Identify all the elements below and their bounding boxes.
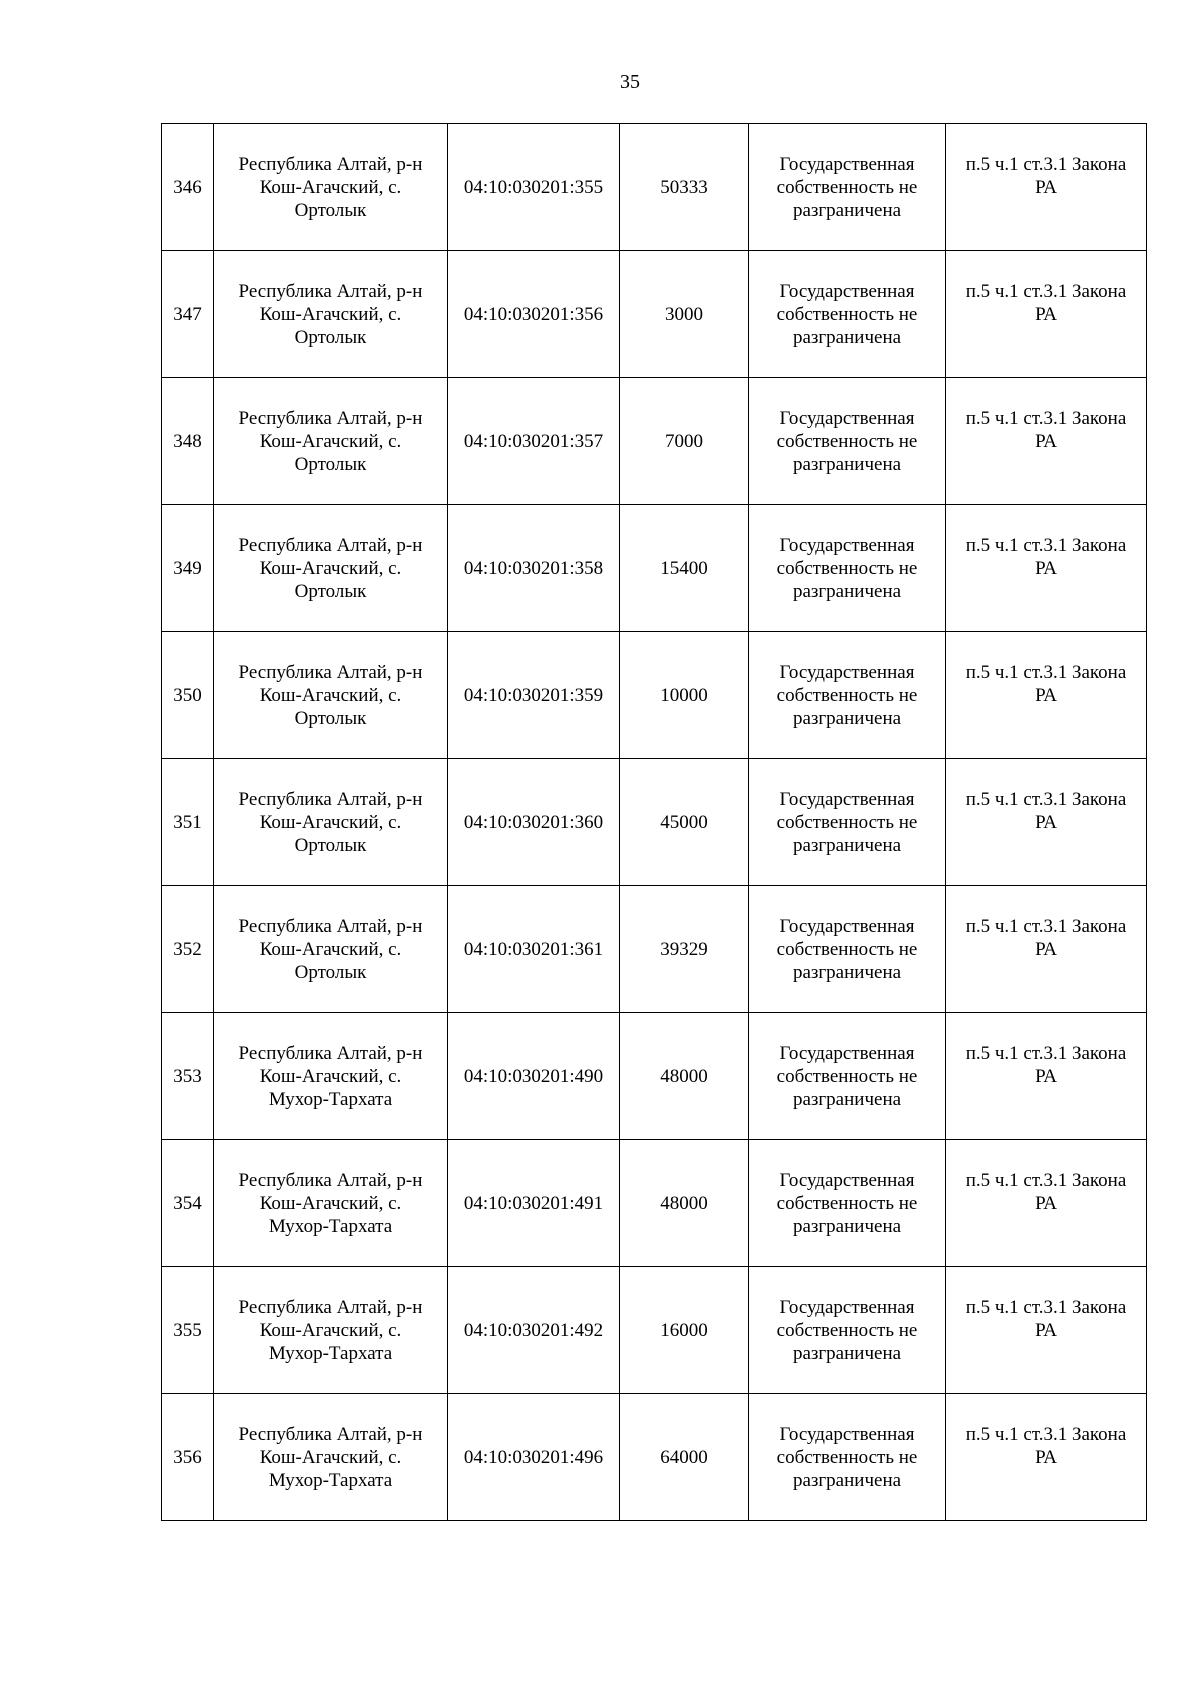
address-line: Кош-Агачский, с. (259, 176, 402, 198)
address-line: Республика Алтай, р-н (238, 1042, 423, 1064)
address-cell (214, 124, 448, 251)
ownership-cell (749, 251, 946, 378)
legal-basis-cell (946, 1140, 1147, 1267)
address-cell (214, 1394, 448, 1521)
ownership-cell (749, 378, 946, 505)
ownership-line: собственность не (776, 176, 918, 198)
legal-basis-cell (946, 1394, 1147, 1521)
ownership-cell (749, 124, 946, 251)
ownership-line: Государственная (779, 153, 915, 175)
address-line: Кош-Агачский, с. (259, 938, 402, 960)
legal-basis-line: РА (1035, 1066, 1057, 1087)
legal-basis-line: РА (1035, 939, 1057, 960)
legal-basis-line: РА (1035, 431, 1057, 452)
address-line: Кош-Агачский, с. (259, 811, 402, 833)
ownership-line: собственность не (776, 1065, 918, 1087)
address-line: Ортолык (294, 707, 367, 729)
page-number: 35 (620, 71, 640, 93)
row-number-cell: 352 (162, 886, 214, 1013)
area-cell: 3000 (620, 251, 749, 378)
table-row (162, 1267, 1147, 1394)
address-line: Кош-Агачский, с. (259, 1446, 402, 1468)
row-number-cell: 349 (162, 505, 214, 632)
address-line: Мухор-Тархата (268, 1342, 393, 1364)
legal-basis-cell (946, 124, 1147, 251)
legal-basis-line: РА (1035, 1447, 1057, 1468)
address-line: Мухор-Тархата (268, 1215, 393, 1237)
address-cell (214, 632, 448, 759)
table-row (162, 1394, 1147, 1521)
address-cell (214, 886, 448, 1013)
address-cell (214, 1013, 448, 1140)
area-cell: 15400 (620, 505, 749, 632)
address-line: Республика Алтай, р-н (238, 1423, 423, 1445)
area-cell: 48000 (620, 1013, 749, 1140)
cadastral-number-cell: 04:10:030201:492 (448, 1267, 620, 1394)
row-number-cell: 354 (162, 1140, 214, 1267)
address-line: Ортолык (294, 961, 367, 983)
area-cell: 50333 (620, 124, 749, 251)
ownership-line: разграничена (792, 1215, 902, 1237)
ownership-line: собственность не (776, 303, 918, 325)
address-cell (214, 505, 448, 632)
legal-basis-line: РА (1035, 812, 1057, 833)
address-line: Ортолык (294, 326, 367, 348)
address-cell (214, 378, 448, 505)
address-line: Кош-Агачский, с. (259, 684, 402, 706)
address-line: Республика Алтай, р-н (238, 280, 423, 302)
ownership-line: собственность не (776, 811, 918, 833)
table-row (162, 251, 1147, 378)
address-line: Республика Алтай, р-н (238, 407, 423, 429)
row-number-cell: 350 (162, 632, 214, 759)
table-row (162, 759, 1147, 886)
ownership-line: разграничена (792, 199, 902, 221)
ownership-line: разграничена (792, 1088, 902, 1110)
ownership-line: Государственная (779, 915, 915, 937)
address-line: Республика Алтай, р-н (238, 1296, 423, 1318)
area-cell: 45000 (620, 759, 749, 886)
legal-basis-line: п.5 ч.1 ст.3.1 Закона (965, 1424, 1127, 1445)
ownership-line: собственность не (776, 684, 918, 706)
table-row (162, 632, 1147, 759)
address-line: Кош-Агачский, с. (259, 1319, 402, 1341)
legal-basis-line: п.5 ч.1 ст.3.1 Закона (965, 1170, 1127, 1191)
legal-basis-cell (946, 632, 1147, 759)
cadastral-number-cell: 04:10:030201:490 (448, 1013, 620, 1140)
ownership-cell (749, 1394, 946, 1521)
legal-basis-cell (946, 505, 1147, 632)
address-cell (214, 251, 448, 378)
address-line: Республика Алтай, р-н (238, 534, 423, 556)
legal-basis-line: п.5 ч.1 ст.3.1 Закона (965, 1297, 1127, 1318)
legal-basis-line: п.5 ч.1 ст.3.1 Закона (965, 154, 1127, 175)
legal-basis-cell (946, 1267, 1147, 1394)
legal-basis-line: п.5 ч.1 ст.3.1 Закона (965, 662, 1127, 683)
legal-basis-line: РА (1035, 304, 1057, 325)
address-cell (214, 759, 448, 886)
table-row (162, 378, 1147, 505)
legal-basis-line: РА (1035, 1193, 1057, 1214)
row-number-cell: 356 (162, 1394, 214, 1521)
ownership-line: собственность не (776, 557, 918, 579)
legal-basis-cell (946, 886, 1147, 1013)
row-number-cell: 347 (162, 251, 214, 378)
ownership-line: собственность не (776, 1319, 918, 1341)
ownership-line: разграничена (792, 1342, 902, 1364)
cadastral-number-cell: 04:10:030201:361 (448, 886, 620, 1013)
ownership-line: Государственная (779, 1042, 915, 1064)
ownership-line: разграничена (792, 834, 902, 856)
cadastral-number-cell: 04:10:030201:360 (448, 759, 620, 886)
ownership-cell (749, 1267, 946, 1394)
ownership-line: разграничена (792, 1469, 902, 1491)
row-number-cell: 355 (162, 1267, 214, 1394)
cadastral-number-cell: 04:10:030201:358 (448, 505, 620, 632)
cadastral-number-cell: 04:10:030201:357 (448, 378, 620, 505)
address-line: Республика Алтай, р-н (238, 788, 423, 810)
legal-basis-line: РА (1035, 177, 1057, 198)
legal-basis-line: п.5 ч.1 ст.3.1 Закона (965, 535, 1127, 556)
address-line: Ортолык (294, 834, 367, 856)
ownership-line: собственность не (776, 430, 918, 452)
ownership-line: Государственная (779, 280, 915, 302)
ownership-line: Государственная (779, 407, 915, 429)
table-body (162, 124, 1147, 1521)
ownership-line: разграничена (792, 580, 902, 602)
address-line: Мухор-Тархата (268, 1469, 393, 1491)
ownership-cell (749, 1140, 946, 1267)
area-cell: 64000 (620, 1394, 749, 1521)
address-cell (214, 1267, 448, 1394)
table-row (162, 124, 1147, 251)
ownership-line: разграничена (792, 707, 902, 729)
cadastral-number-cell: 04:10:030201:359 (448, 632, 620, 759)
cadastral-number-cell: 04:10:030201:355 (448, 124, 620, 251)
cadastral-number-cell: 04:10:030201:491 (448, 1140, 620, 1267)
address-line: Ортолык (294, 453, 367, 475)
area-cell: 10000 (620, 632, 749, 759)
ownership-cell (749, 1013, 946, 1140)
address-line: Республика Алтай, р-н (238, 661, 423, 683)
table-row (162, 886, 1147, 1013)
address-line: Ортолык (294, 580, 367, 602)
ownership-line: разграничена (792, 453, 902, 475)
address-cell (214, 1140, 448, 1267)
ownership-line: Государственная (779, 661, 915, 683)
address-line: Кош-Агачский, с. (259, 557, 402, 579)
legal-basis-line: п.5 ч.1 ст.3.1 Закона (965, 1043, 1127, 1064)
row-number-cell: 348 (162, 378, 214, 505)
address-line: Республика Алтай, р-н (238, 915, 423, 937)
legal-basis-line: РА (1035, 685, 1057, 706)
ownership-cell (749, 759, 946, 886)
address-line: Мухор-Тархата (268, 1088, 393, 1110)
legal-basis-line: п.5 ч.1 ст.3.1 Закона (965, 408, 1127, 429)
legal-basis-cell (946, 759, 1147, 886)
legal-basis-cell (946, 1013, 1147, 1140)
table-row (162, 1140, 1147, 1267)
ownership-cell (749, 632, 946, 759)
address-line: Кош-Агачский, с. (259, 1065, 402, 1087)
ownership-line: собственность не (776, 1446, 918, 1468)
address-line: Республика Алтай, р-н (238, 1169, 423, 1191)
legal-basis-line: РА (1035, 558, 1057, 579)
ownership-line: разграничена (792, 961, 902, 983)
address-line: Ортолык (294, 199, 367, 221)
ownership-cell (749, 886, 946, 1013)
area-cell: 16000 (620, 1267, 749, 1394)
ownership-line: разграничена (792, 326, 902, 348)
land-plot-table (161, 123, 1147, 1521)
legal-basis-line: п.5 ч.1 ст.3.1 Закона (965, 789, 1127, 810)
ownership-line: Государственная (779, 1169, 915, 1191)
address-line: Кош-Агачский, с. (259, 430, 402, 452)
legal-basis-cell (946, 378, 1147, 505)
ownership-line: Государственная (779, 534, 915, 556)
area-cell: 48000 (620, 1140, 749, 1267)
address-line: Республика Алтай, р-н (238, 153, 423, 175)
ownership-cell (749, 505, 946, 632)
ownership-line: Государственная (779, 1296, 915, 1318)
table-row (162, 505, 1147, 632)
address-line: Кош-Агачский, с. (259, 1192, 402, 1214)
row-number-cell: 353 (162, 1013, 214, 1140)
ownership-line: Государственная (779, 788, 915, 810)
area-cell: 39329 (620, 886, 749, 1013)
cadastral-number-cell: 04:10:030201:356 (448, 251, 620, 378)
address-line: Кош-Агачский, с. (259, 303, 402, 325)
legal-basis-line: п.5 ч.1 ст.3.1 Закона (965, 281, 1127, 302)
legal-basis-cell (946, 251, 1147, 378)
legal-basis-line: п.5 ч.1 ст.3.1 Закона (965, 916, 1127, 937)
legal-basis-line: РА (1035, 1320, 1057, 1341)
ownership-line: собственность не (776, 938, 918, 960)
row-number-cell: 351 (162, 759, 214, 886)
area-cell: 7000 (620, 378, 749, 505)
cadastral-number-cell: 04:10:030201:496 (448, 1394, 620, 1521)
ownership-line: собственность не (776, 1192, 918, 1214)
ownership-line: Государственная (779, 1423, 915, 1445)
row-number-cell: 346 (162, 124, 214, 251)
table-row (162, 1013, 1147, 1140)
